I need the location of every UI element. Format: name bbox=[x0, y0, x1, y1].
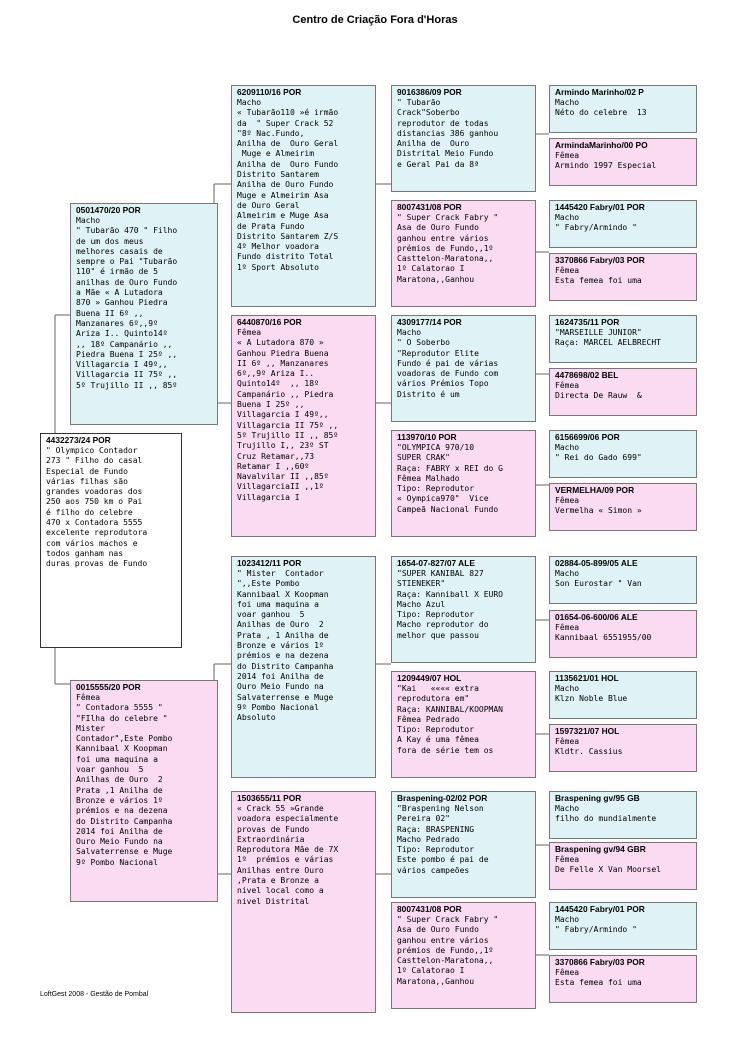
great-grandparent-description: " Tubarão Crack"Soberbo reprodutor de todas distancias 386 ganhou Anilha de Ouro Distrital Meio Fundo e Geral Pai da 8ª bbox=[397, 98, 499, 169]
granddam-maternal-card[interactable] bbox=[231, 791, 376, 1013]
dam-ring: 0015555/20 POR bbox=[76, 682, 141, 692]
gen5-ring: 1445420 Fabry/01 POR bbox=[555, 904, 645, 914]
gen5-card[interactable] bbox=[549, 902, 697, 950]
great-grandparent-card[interactable] bbox=[391, 85, 536, 192]
great-grandparent-card[interactable] bbox=[391, 902, 536, 1009]
sire-description: " Tubarão 470 " Filho de um dos meus melhores casais de sempre o Pai "Tubarão 110" é irmão de 5 anilhas de Ouro Fundo a Mãe « A Lutadora 870 » Ganhou Piedra Buena II 6º ,, Manzanares 6º,,9º Ariza I.. Quinto14º ,, 18º Campanário ,, Piedra Buena I 25º ,, Villagarcia I 49º,, Villagarcia II 75º ,, 5º Trujillo II ,, 85º bbox=[76, 226, 178, 390]
gen5-sex: Fêmea bbox=[555, 381, 580, 390]
gen5-sex: Macho bbox=[555, 569, 580, 578]
gen5-sex: Macho bbox=[555, 915, 580, 924]
grandparent-description: « A Lutadora 870 » Ganhou Piedra Buena II 6º ,, Manzanares 6º,,9º Ariza I.. Quinto14º ,, 18º Campanário ,, Piedra Buena I 25º ,, Villagarcia I 49º,, Villagarcia II 75º ,, 5º Trujillo II ,, 85º Trujillo I,, 23º ST Cruz Retamar,,73 Retamar I ,,60º Navalvilar II ,,85º VillagarciaII ,,1º Villagarcia I bbox=[237, 338, 339, 502]
great-grandparent-description: " Super Crack Fabry " Asa de Ouro Fundo ganhou entre vários prémios de Fundo,,1º Casttelon-Maratona,, 1º Calatorao I Maratona,,Ganhou bbox=[397, 915, 499, 986]
great-grandparent-sex: Macho bbox=[397, 328, 422, 337]
gen5-description: " Rei do Gado 699" bbox=[555, 453, 642, 463]
gen5-description: De Felle X Van Moorsel bbox=[555, 865, 661, 875]
gen5-card[interactable] bbox=[549, 430, 697, 478]
gen5-card[interactable] bbox=[549, 253, 697, 301]
gen5-sex: Fêmea bbox=[555, 496, 580, 505]
gen5-card[interactable] bbox=[549, 138, 697, 186]
page-title: Centro de Criação Fora d'Horas bbox=[292, 14, 458, 26]
great-grandparent-description: "OLYMPICA 970/10 SUPER CRAK" Raça: FABRY x REI do G Fêmea Malhado Tipo: Reprodutor « Oympica970" Vice Campeã Nacional Fundo bbox=[397, 443, 503, 514]
gen5-ring: VERMELHA/09 POR bbox=[555, 485, 635, 495]
gen5-sex: Macho bbox=[555, 804, 580, 813]
gen5-sex: Fêmea bbox=[555, 737, 580, 746]
gen5-description: " Fabry/Armindo " bbox=[555, 223, 637, 233]
great-grandparent-description: "Braspening Nelson Pereira 02" Raça: BRASPENING Macho Pedrado Tipo: Reprodutor Este pombo é pai de vários campeões bbox=[397, 804, 489, 875]
gen5-card[interactable] bbox=[549, 955, 697, 1003]
gen5-sex: Fêmea bbox=[555, 151, 580, 160]
grandparent-ring: 6440870/16 POR bbox=[237, 317, 302, 327]
gen5-ring: Braspening gv/95 GB bbox=[555, 793, 640, 803]
gen5-card[interactable] bbox=[549, 483, 697, 531]
sire-sex: Macho bbox=[76, 216, 101, 225]
gen5-sex: Macho bbox=[555, 213, 580, 222]
dam-description: " Contadora 5555 " "FIlha do celebre " Mister Contador",Este Pombo Kannibaal X Koopman foi uma maquina a voar ganhou 5 Anilhas de Ouro 2 Prata ,1 Anilha de Bronze e vários 1º prémios e na dezena do Distrito Campanha 2014 foi Anilha de Ouro Meio Fundo na Salvaterrense e Muge 9º Pombo Nacional bbox=[76, 703, 173, 867]
grandsire-paternal-card[interactable] bbox=[231, 85, 376, 307]
gen5-description: " Fabry/Armindo " bbox=[555, 925, 637, 935]
gen5-card[interactable] bbox=[549, 556, 697, 604]
gen5-sex: Fêmea bbox=[555, 968, 580, 977]
great-grandparent-ring: 8007431/08 POR bbox=[397, 202, 462, 212]
great-grandparent-description: " O Soberbo "Reprodutor Elite Fundo é pai de várias voadoras de Fundo com vários Prémios Topo Distrito é um bbox=[397, 338, 499, 399]
grandparent-description: « Crack 55 »Grande voadora especialmente provas de Fundo Extraordinária Reprodutora Mãe de 7X 1º prémios e várias Anilhas entre Ouro ,Prata e Bronze a nivel local como a nivel Distrital bbox=[237, 804, 339, 906]
gen5-description: Directa De Rauw & bbox=[555, 391, 642, 401]
connector-ggp-gen5 bbox=[536, 134, 549, 955]
great-grandparent-ring: 1209449/07 HOL bbox=[397, 673, 462, 683]
great-grandparent-card[interactable] bbox=[391, 200, 536, 307]
gen5-ring: ArmindaMarinho/00 PO bbox=[555, 140, 648, 150]
gen5-card[interactable] bbox=[549, 724, 697, 772]
gen5-ring: Braspening gv/94 GBR bbox=[555, 844, 646, 854]
sire-card[interactable] bbox=[70, 203, 218, 425]
gen5-ring: 3370866 Fabry/03 POR bbox=[555, 957, 645, 967]
great-grandparent-description: "Kai «««« extra reprodutora em" Raça: KANNIBAL/KOOPMAN Fêmea Pedrado Tipo: Reprodutor A Kay é uma fêmea fora de série tem os bbox=[397, 684, 503, 755]
gen5-description: Esta femea foi uma bbox=[555, 276, 642, 286]
great-grandparent-ring: 1654-07-827/07 ALE bbox=[397, 558, 475, 568]
gen5-card[interactable] bbox=[549, 671, 697, 719]
dam-sex: Fêmea bbox=[76, 693, 101, 702]
gen5-description: Esta femea foi uma bbox=[555, 978, 642, 988]
gen5-description: Néto do celebre 13 bbox=[555, 108, 647, 118]
gen5-ring: 01654-06-600/06 ALE bbox=[555, 612, 638, 622]
great-grandparent-ring: Braspening-02/02 POR bbox=[397, 793, 488, 803]
great-grandparent-card[interactable] bbox=[391, 791, 536, 898]
gen5-card[interactable] bbox=[549, 85, 697, 133]
great-grandparent-description: "SUPER KANIBAL 827 STIENEKER" Raça: Kanniball X EURO Macho Azul Tipo: Reprodutor Macho reprodutor do melhor que passou bbox=[397, 569, 503, 640]
grandparent-ring: 6209110/16 POR bbox=[237, 87, 302, 97]
gen5-card[interactable] bbox=[549, 200, 697, 248]
gen5-ring: 3370866 Fabry/03 POR bbox=[555, 255, 645, 265]
gen5-ring: 1135621/01 HOL bbox=[555, 673, 619, 683]
gen5-sex: Fêmea bbox=[555, 266, 580, 275]
gen5-description: Kldtr. Cassius bbox=[555, 747, 623, 757]
dam-card[interactable] bbox=[70, 680, 218, 902]
grandparent-sex: Macho bbox=[237, 98, 262, 107]
gen5-ring: 6156699/06 POR bbox=[555, 432, 620, 442]
granddam-paternal-card[interactable] bbox=[231, 315, 376, 537]
grandparent-sex: Fêmea bbox=[237, 328, 262, 337]
gen5-card[interactable] bbox=[549, 842, 697, 890]
great-grandparent-card[interactable] bbox=[391, 556, 536, 663]
great-grandparent-card[interactable] bbox=[391, 430, 536, 537]
gen5-sex: Fêmea bbox=[555, 855, 580, 864]
gen5-sex: Macho bbox=[555, 98, 580, 107]
gen5-card[interactable] bbox=[549, 368, 697, 416]
grandparent-description: « Tubarão110 »é irmão da " Super Crack 52 "8º Nac.Fundo, Anilha de Ouro Geral Muge e Almeirim Anilha de Ouro Fundo Distrito Santarem Anilha de Ouro Fundo Muge e Almeirim Asa de Ouro Geral Almeirim e Muge Asa de Prata Fundo Distrito Santarem Z/S 4º Melhor voadora Fundo distrito Total 1º Sport Absoluto bbox=[237, 108, 339, 272]
gen5-ring: 1597321/07 HOL bbox=[555, 726, 620, 736]
great-grandparent-ring: 4309177/14 POR bbox=[397, 317, 462, 327]
gen5-sex: Macho bbox=[555, 443, 580, 452]
connector-gp-ggp bbox=[376, 184, 391, 874]
gen5-ring: 1624735/11 POR bbox=[555, 317, 620, 327]
great-grandparent-ring: 9016386/09 POR bbox=[397, 87, 462, 97]
sire-ring: 0501470/20 POR bbox=[76, 205, 141, 215]
root-card[interactable] bbox=[40, 433, 182, 648]
gen5-description: filho do mundialmente bbox=[555, 814, 657, 824]
grandparent-ring: 1023412/11 POR bbox=[237, 558, 302, 568]
gen5-sex: Fêmea bbox=[555, 623, 580, 632]
gen5-sex: Macho bbox=[555, 684, 580, 693]
gen5-ring: Armindo Marinho/02 P bbox=[555, 87, 644, 97]
great-grandparent-ring: 8007431/08 POR bbox=[397, 904, 462, 914]
gen5-ring: 02884-05-899/05 ALE bbox=[555, 558, 638, 568]
gen5-card[interactable] bbox=[549, 791, 697, 839]
great-grandparent-card[interactable] bbox=[391, 671, 536, 778]
gen5-description: "MARSEILLE JUNIOR" Raça: MARCEL AELBRECHT bbox=[555, 328, 661, 348]
gen5-description: Armindo 1997 Especial bbox=[555, 161, 657, 171]
gen5-description: Vermelha « Simon » bbox=[555, 506, 642, 516]
gen5-ring: 4478698/02 BEL bbox=[555, 370, 619, 380]
root-ring: 4432273/24 POR bbox=[46, 435, 111, 445]
gen5-card[interactable] bbox=[549, 315, 697, 363]
gen5-description: Kannibaal 6551955/00 bbox=[555, 633, 652, 643]
root-description: " Olympico Contador 273 " Filho do casal Especial de Fundo várias filhas são grandes voadoras dos 250 aos 750 km o Pai é filho do celebre 470 x Contadora 5555 excelente reprodutora com vários machos e todos ganham nas duras provas de Fundo bbox=[46, 446, 148, 569]
gen5-card[interactable] bbox=[549, 610, 697, 658]
great-grandparent-description: " Super Crack Fabry " Asa de Ouro Fundo ganhou entre vários prémios de Fundo,,1º Casttelon-Maratona,, 1º Calatorao I Maratona,,Ganhou bbox=[397, 213, 499, 284]
grandparent-description: " Mister Contador ",,Este Pombo Kannibaal X Koopman foi uma maquina a voar ganhou 5 Anilhas de Ouro 2 Prata , 1 Anilha de Bronze e vários 1º prémios e na dezena do Distrito Campanha 2014 foi Anilha de Ouro Meio Fundo na Salvaterrense e Muge 9º Pombo Nacional Absoluto bbox=[237, 569, 334, 723]
gen5-description: Son Eurostar " Van bbox=[555, 579, 642, 589]
great-grandparent-ring: 113970/10 POR bbox=[397, 432, 457, 442]
gen5-description: Klzn Noble Blue bbox=[555, 694, 628, 704]
grandparent-ring: 1503655/11 POR bbox=[237, 793, 302, 803]
footer-credit: LoftGest 2008 - Gestão de Pombal bbox=[40, 991, 149, 998]
great-grandparent-card[interactable] bbox=[391, 315, 536, 422]
gen5-ring: 1445420 Fabry/01 POR bbox=[555, 202, 645, 212]
grandsire-maternal-card[interactable] bbox=[231, 556, 376, 778]
